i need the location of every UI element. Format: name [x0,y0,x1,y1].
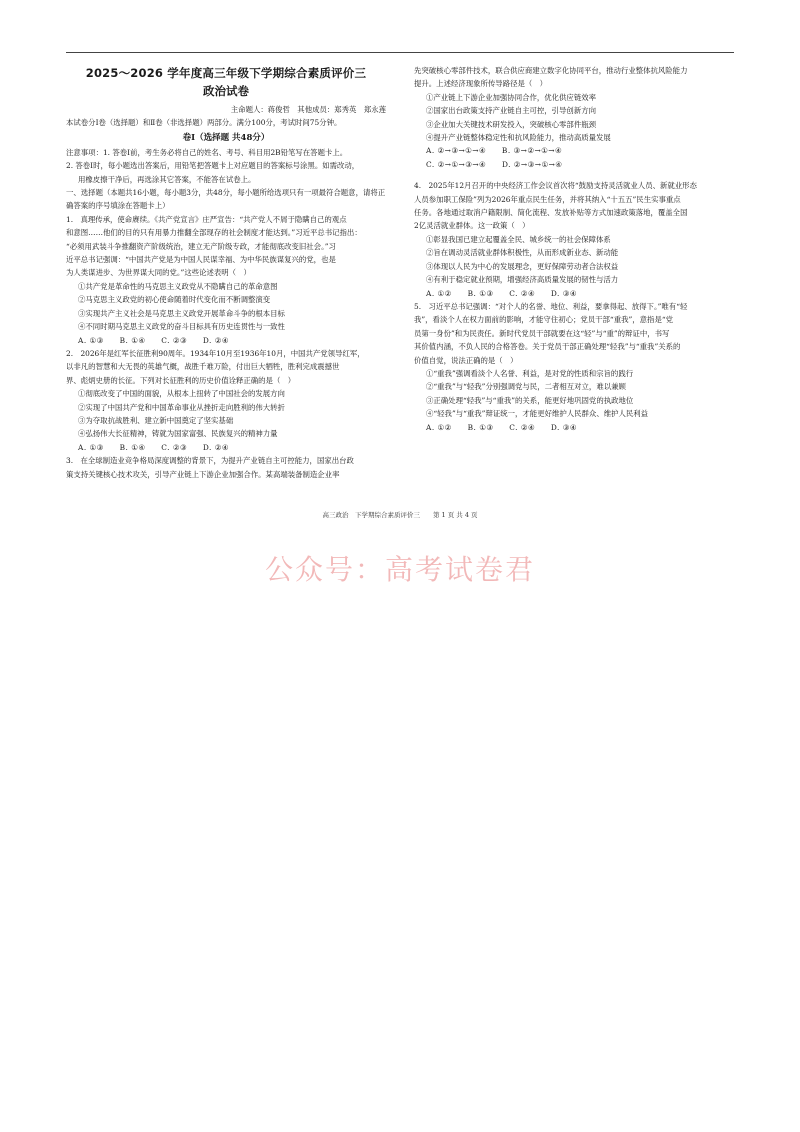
option-line: ①彻底改变了中国的面貌，从根本上扭转了中国社会的发展方向 [78,389,285,399]
option-line: ④弘扬伟大长征精神，铸就为国家富强、民族复兴的精神力量 [78,429,278,439]
question-stem-line: 近平总书记强调：“中国共产党是为中国人民谋幸福、为中华民族谋复兴的党，也是 [66,255,336,265]
question-stem-line: 3. 在全球制造业竞争格局深度调整的背景下，为提升产业链自主可控能力，国家出台政 [66,456,354,466]
answer-choices: A. ②→③→①→④ B. ③→②→①→④ C. ②→①→③→④ D. ②→③→①→④ [426,146,563,169]
question-stem-line: 其价值内涵，不负人民的合格答卷。关于党员干部正确处理“轻我”与“重我”关系的 [414,342,681,352]
exam-title: 2025～2026 学年度高三年级下学期综合素质评价三 [85,66,367,80]
question-stem-line: 策支持关键核心技术攻关，引导产业链上下游企业加强合作。某高端装备制造企业率 [66,469,340,479]
answer-choices: A. ①③ B. ①④ C. ②③ D. ②④ [78,335,229,345]
question-stem-line: 4. 2025年12月召开的中央经济工作会议首次将“鼓励支持灵活就业人员、新就业形态 [414,181,697,191]
option-line: ④有利于稳定就业预期，增强经济高质量发展的韧性与活力 [426,275,619,285]
note-line: 注意事项：1. 答卷Ⅰ前，考生务必将自己的姓名、考号、科目用2B铅笔写在答题卡上。 [66,147,348,157]
notes-block [66,146,386,213]
section-heading: 卷Ⅰ（选择题 共48分） [182,132,270,143]
question-stem-line: 提升。上述经济现象所传导路径是（ ） [414,79,548,89]
question-stem-line: 以非凡的智慧和大无畏的英雄气概，战胜千难万险，付出巨大牺牲，胜利完成震撼世 [66,362,340,372]
question-stem-line: 2亿灵活就业群体。这一政策（ ） [414,221,530,231]
option-line: ②马克思主义政党的初心使命随着时代变化而不断调整演变 [78,295,271,305]
option-line: ④“轻我”与“重我”辩证统一，才能更好维护人民群众、维护人民利益 [426,409,649,419]
option-line: ③企业加大关键技术研发投入，突破核心零部件瓶颈 [426,119,596,129]
question-stem-line: 1. 真理传承，使命赓续。《共产党宣言》庄严宣告：“共产党人不屑于隐瞒自己的观点 [66,214,347,224]
option-line: ①产业链上下游企业加强协同合作，优化供应链效率 [426,92,596,102]
question-3 [66,454,386,481]
exam-authors: 主命题人：蒋俊哲 其他成员：郑秀英 郑永莲 [230,105,386,114]
option-line: ①彰显我国已建立起覆盖全民、城乡统一的社会保障体系 [426,234,611,244]
answer-choices: A. ①③ B. ①④ C. ②③ D. ②④ [78,442,229,452]
note-line: 2. 答卷Ⅰ时，每小题选出答案后，用铅笔把答题卡上对应题目的答案标号涂黑。如需改动， [66,161,360,171]
option-line: ③体现以人民为中心的发展理念，更好保障劳动者合法权益 [426,261,619,271]
question-3-continued [414,64,734,171]
question-stem-line: 人员参加职工保险”列为2026年重点民生任务，并将其纳入“十五五”民生实事重点 [414,194,681,204]
right-column [414,64,734,434]
question-stem-line: 为人类谋进步、为世界谋大同的党。”这些论述表明（ ） [66,268,251,278]
question-4 [414,179,734,300]
watermark-text: 公众号：高考试卷君 [264,553,535,586]
question-5 [414,300,734,434]
option-line: ②国家出台政策支持产业链自主可控，引导创新方向 [426,106,596,116]
page-footer: 高三政治 下学期综合素质评价三 第 1 页 共 4 页 [322,511,478,519]
option-line: ①共产党是革命性的马克思主义政党从不隐瞒自己的革命意图 [78,281,278,291]
answer-choices: A. ①② B. ①③ C. ②④ D. ③④ [426,288,577,298]
question-stem-line: 价值自觉，说法正确的是（ ） [414,355,518,365]
option-line: ②旨在调动灵活就业群体积极性，从而形成新业态、新动能 [426,248,619,258]
exam-subject: 政治试卷 [203,84,249,98]
note-line: 一、选择题（本题共16小题，每小题3分，共48分，每小题所给选项只有一项最符合题意，请将正确答案的序号填涂在答题卡上） [66,188,386,211]
exam-intro: 本试卷分Ⅰ卷（选择题）和Ⅱ卷（非选择题）两部分。满分100分，考试时间75分钟。 [66,118,342,128]
top-rule [66,52,734,53]
note-line: 用橡皮擦干净后，再选涂其它答案，不能答在试卷上。 [78,174,256,184]
answer-choices: A. ①② B. ①③ C. ②④ D. ③④ [426,422,577,432]
left-column [66,64,386,481]
question-stem-line: “必须用武装斗争推翻资产阶级统治，建立无产阶级专政，才能彻底改变旧社会。”习 [66,241,336,251]
question-stem-line: 5. 习近平总书记强调：“对个人的名誉、地位、利益，要拿得起、放得下。”唯有“轻 [414,301,688,311]
question-stem-line: 界、彪炳史册的长征。下列对长征胜利的历史价值诠释正确的是（ ） [66,375,296,385]
option-line: ①“重我”强调看淡个人名誉、利益，是对党的性质和宗旨的践行 [426,368,634,378]
question-stem-line: 员第一身份”和为民责任。新时代党员干部就要在这“轻”与“重”的辩证中，书写 [414,328,670,338]
question-1 [66,213,386,347]
option-line: ③实现共产主义社会是马克思主义政党开展革命斗争的根本目标 [78,308,285,318]
question-stem-line: 2. 2026年是红军长征胜利90周年。1934年10月至1936年10月，中国共产党领导红军， [66,348,365,358]
question-stem-line: 任务。各地通过取消户籍限制、简化流程、发放补贴等方式加速政策落地，覆盖全国 [414,208,688,218]
option-line: ④不同时期马克思主义政党的奋斗目标具有历史连贯性与一致性 [78,322,285,332]
question-stem-line: 和意图……他们的目的只有用暴力推翻全部现存的社会制度才能达到。”习近平总书记指出： [66,228,362,238]
question-stem-line: 先突破核心零部件技术，联合供应商建立数字化协同平台，推动行业整体抗风险能力 [414,66,688,75]
option-line: ②“重我”与“轻我”分别强调党与民，二者相互对立，难以兼顾 [426,382,626,392]
question-stem-line: 我”，看淡个人在权力面前的影响，才能守住初心；党员干部“重我”，意指是“党 [414,315,674,325]
option-line: ③为夺取抗战胜利、建立新中国奠定了坚实基础 [78,415,234,425]
option-line: ②实现了中国共产党和中国革命事业从挫折走向胜利的伟大转折 [78,402,285,412]
question-2 [66,347,386,454]
option-line: ③正确处理“轻我”与“重我”的关系，能更好地巩固党的执政地位 [426,395,634,405]
option-line: ④提升产业链整体稳定性和抗风险能力，推动高质量发展 [426,133,611,143]
